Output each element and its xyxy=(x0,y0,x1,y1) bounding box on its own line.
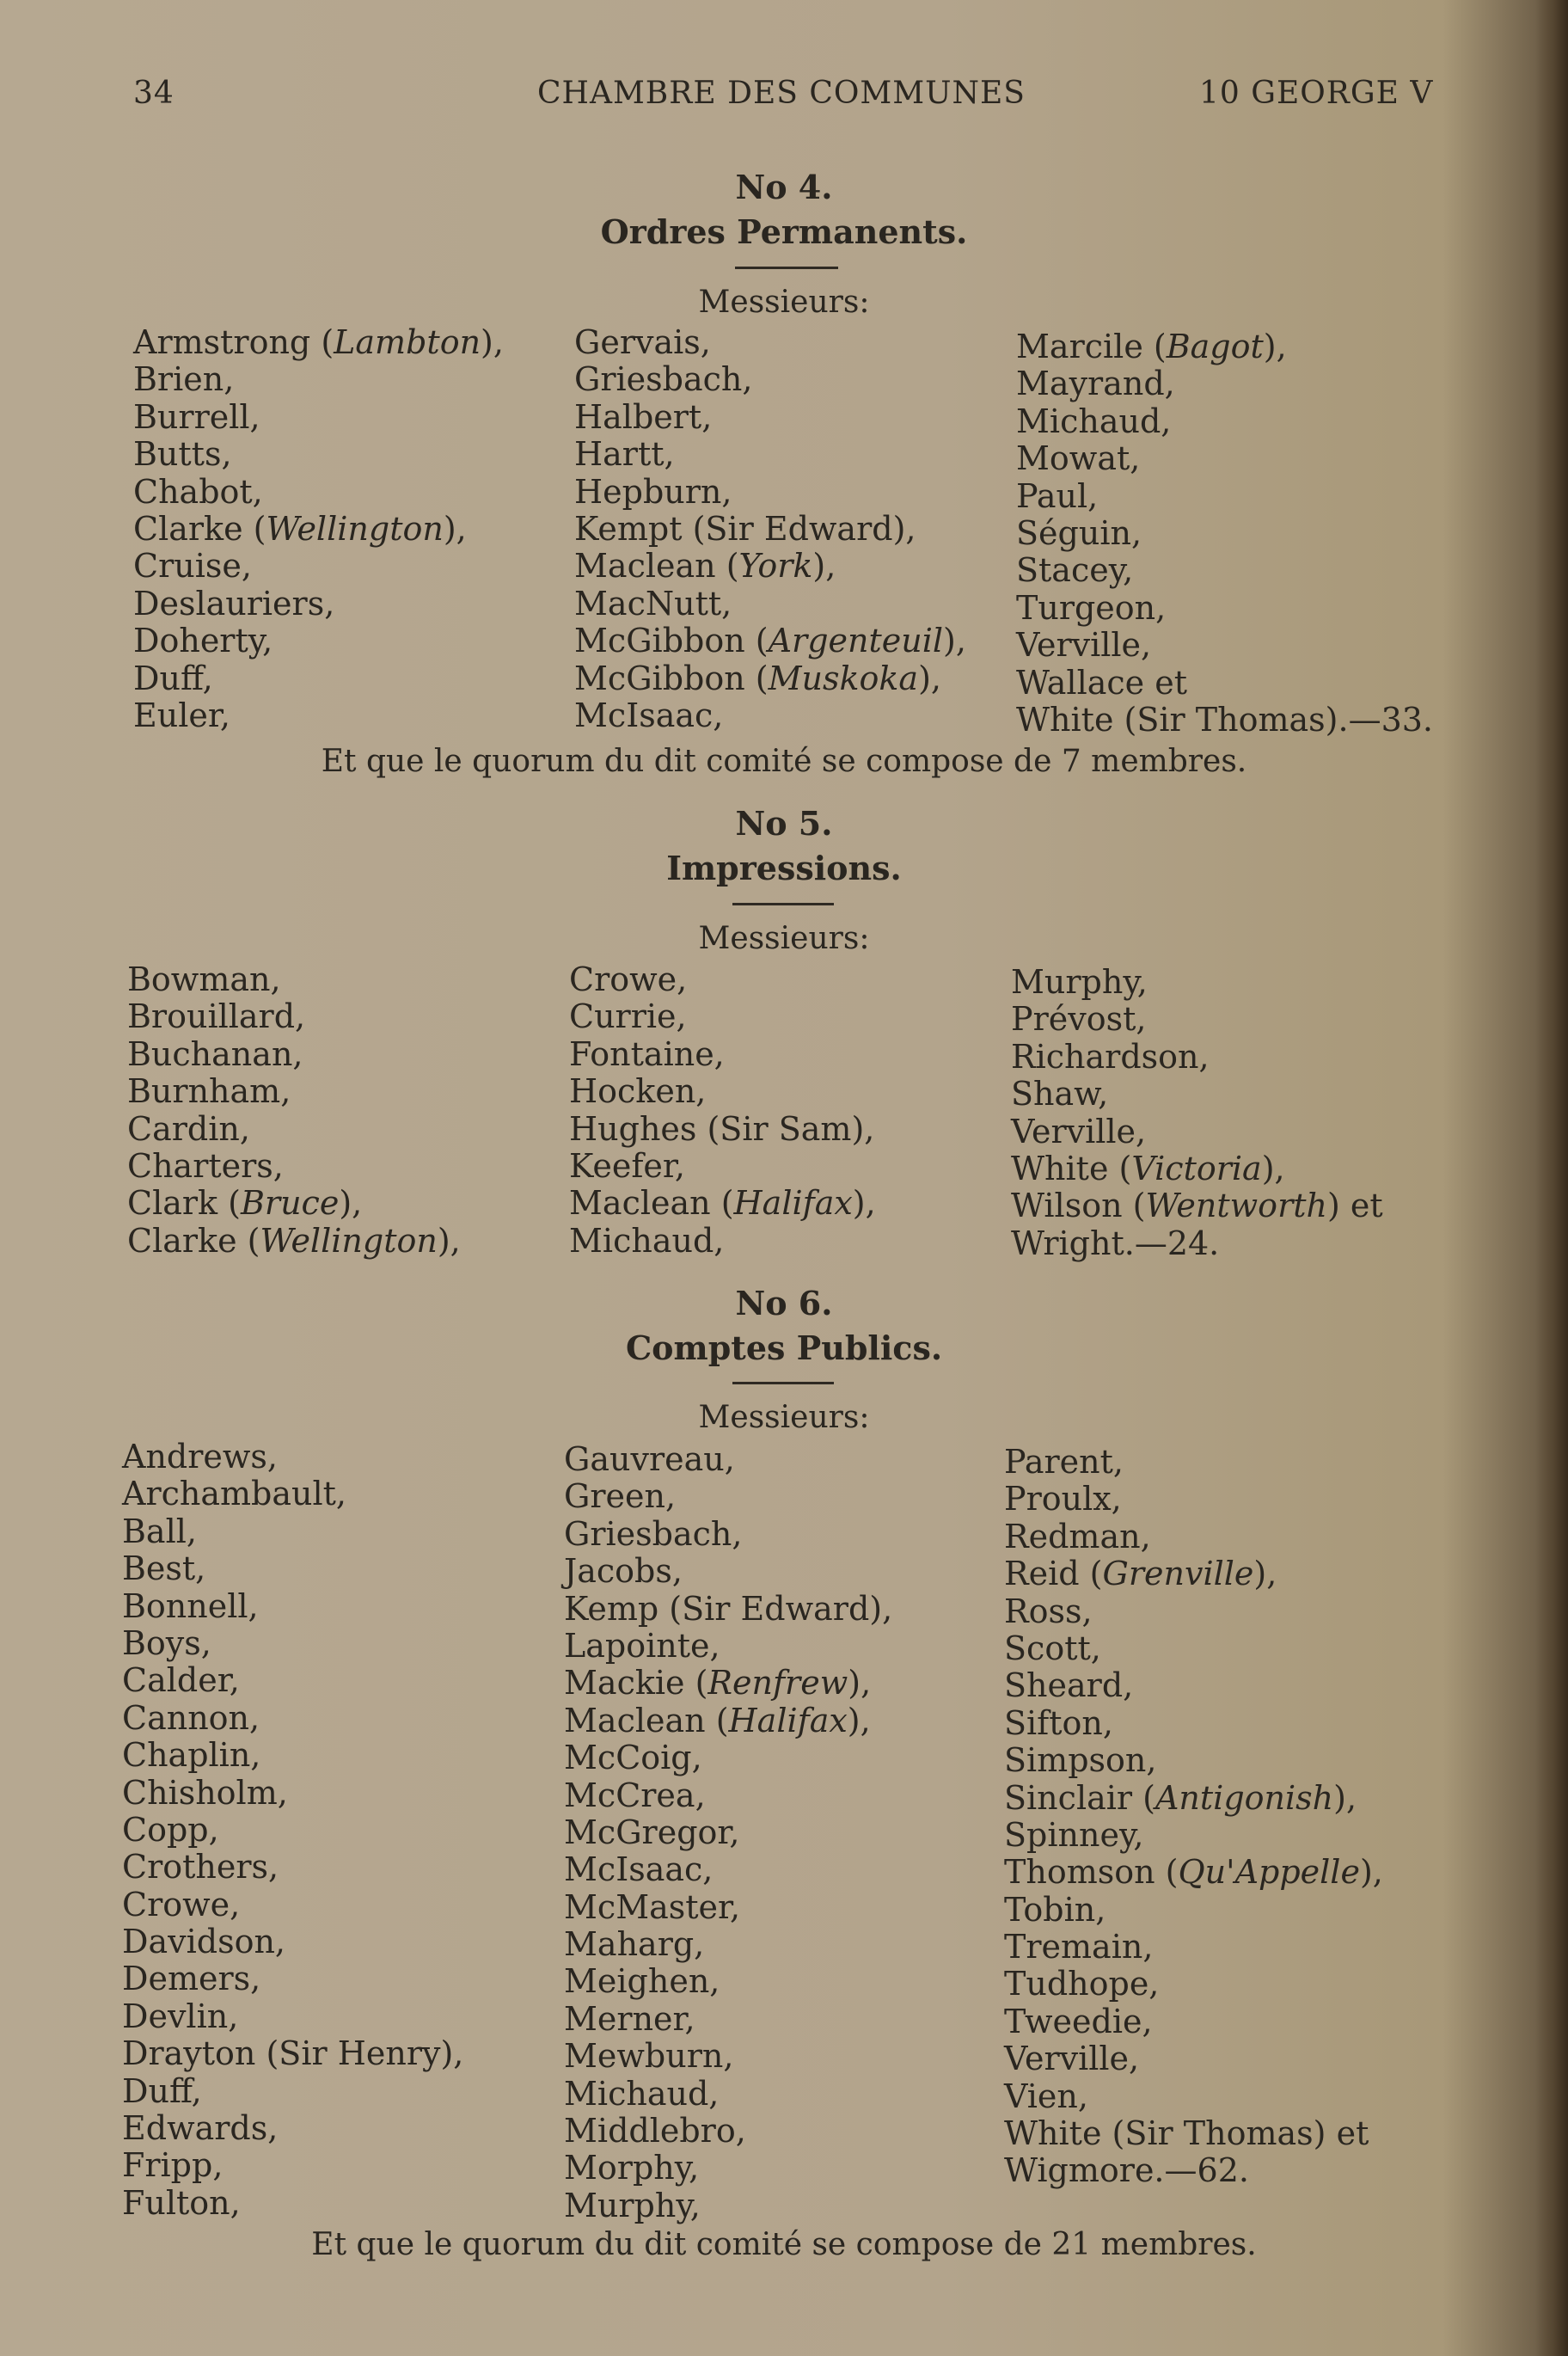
member-name: Redman, xyxy=(1004,1517,1151,1555)
member-name: Wright.—24. xyxy=(1011,1224,1220,1262)
page-number: 34 xyxy=(133,76,175,111)
section-rule xyxy=(735,267,838,269)
member-name: Clark (Bruce), xyxy=(127,1184,363,1223)
member-name: Murphy, xyxy=(1011,963,1148,1001)
member-name: Drayton (Sir Henry), xyxy=(122,2034,464,2073)
member-name: Michaud, xyxy=(564,2074,720,2113)
member-name: Verville, xyxy=(1011,1112,1147,1150)
member-name: Hughes (Sir Sam), xyxy=(569,1109,875,1148)
member-name: Chaplin, xyxy=(122,1736,261,1775)
member-name: Deslauriers, xyxy=(133,584,335,623)
member-name: Crowe, xyxy=(569,960,688,998)
member-name: Charters, xyxy=(127,1146,284,1185)
section-title: Impressions. xyxy=(666,849,902,887)
quorum-note: Et que le quorum du dit comité se compose de 7 membres. xyxy=(321,744,1247,779)
member-name: Cannon, xyxy=(122,1698,260,1737)
section-rule xyxy=(732,903,834,905)
member-name: Edwards, xyxy=(122,2109,279,2148)
member-name: Wigmore.—62. xyxy=(1004,2151,1249,2190)
member-column-1 xyxy=(127,961,461,1260)
member-name: McGregor, xyxy=(564,1813,740,1851)
member-name: Parent, xyxy=(1004,1443,1124,1481)
member-name: Tudhope, xyxy=(1004,1965,1160,2003)
member-name: Clarke (Wellington), xyxy=(133,509,467,548)
member-name: Turgeon, xyxy=(1016,588,1167,627)
member-name: Merner, xyxy=(564,1999,695,2038)
member-name: Kempt (Sir Edward), xyxy=(574,509,916,548)
member-name: Chisholm, xyxy=(122,1773,288,1812)
member-name: McCrea, xyxy=(564,1776,706,1814)
member-name: Ball, xyxy=(122,1512,197,1550)
section-number: No 4. xyxy=(735,168,833,206)
member-name: Burrell, xyxy=(133,397,260,436)
member-column-1 xyxy=(122,1439,463,2222)
member-name: Mayrand, xyxy=(1016,365,1175,403)
member-name: Maclean (York), xyxy=(574,547,836,586)
member-name: Andrews, xyxy=(122,1438,279,1476)
member-name: Michaud, xyxy=(1016,402,1172,440)
member-name: Wallace et xyxy=(1016,663,1187,702)
member-name: Currie, xyxy=(569,997,687,1036)
member-name: Thomson (Qu'Appelle), xyxy=(1004,1853,1383,1892)
member-name: Ross, xyxy=(1004,1592,1093,1630)
member-name: Cruise, xyxy=(133,547,252,586)
member-name: Hartt, xyxy=(574,435,675,474)
member-name: Crowe, xyxy=(122,1885,241,1923)
member-column-1 xyxy=(133,324,504,734)
member-name: Morphy, xyxy=(564,2149,700,2187)
member-name: Shaw, xyxy=(1011,1075,1109,1114)
section-title: Comptes Publics. xyxy=(625,1328,943,1367)
member-name: Griesbach, xyxy=(574,360,753,399)
member-name: Keefer, xyxy=(569,1146,685,1185)
section-number: No 5. xyxy=(735,804,833,843)
member-name: Devlin, xyxy=(122,1997,239,2035)
member-name: Jacobs, xyxy=(564,1552,683,1591)
salutation: Messieurs: xyxy=(698,921,870,956)
member-name: Gauvreau, xyxy=(564,1440,735,1478)
member-name: McGibbon (Muskoka), xyxy=(574,659,942,697)
page-binding-edge xyxy=(1535,0,1568,2356)
member-name: Cardin, xyxy=(127,1109,250,1148)
member-name: Maclean (Halifax), xyxy=(569,1184,876,1223)
member-name: Mowat, xyxy=(1016,439,1141,478)
member-name: White (Victoria), xyxy=(1011,1149,1285,1187)
member-name: Maharg, xyxy=(564,1925,705,1964)
member-name: Séguin, xyxy=(1016,513,1142,552)
member-name: Euler, xyxy=(133,696,230,734)
member-name: Demers, xyxy=(122,1960,261,1998)
member-name: Brien, xyxy=(133,360,235,399)
member-name: McIsaac, xyxy=(574,696,724,734)
member-name: Clarke (Wellington), xyxy=(127,1221,461,1260)
member-name: Tobin, xyxy=(1004,1890,1106,1929)
member-name: Griesbach, xyxy=(564,1514,743,1553)
member-name: Middlebro, xyxy=(564,2112,746,2150)
member-name: Spinney, xyxy=(1004,1815,1144,1854)
member-name: Stacey, xyxy=(1016,551,1134,590)
member-name: Best, xyxy=(122,1549,206,1588)
member-column-3 xyxy=(1004,1444,1383,2190)
member-name: Bowman, xyxy=(127,960,281,998)
member-name: Prévost, xyxy=(1011,1000,1147,1039)
member-name: Murphy, xyxy=(564,2186,701,2224)
member-name: Gervais, xyxy=(574,323,711,361)
member-name: Wilson (Wentworth) et xyxy=(1011,1187,1383,1225)
member-column-3 xyxy=(1011,964,1383,1262)
member-name: Crothers, xyxy=(122,1848,279,1887)
member-name: Scott, xyxy=(1004,1629,1101,1667)
member-column-2 xyxy=(574,324,966,734)
member-name: Hepburn, xyxy=(574,472,732,511)
member-name: McCoig, xyxy=(564,1739,702,1777)
member-name: Marcile (Bagot), xyxy=(1016,328,1287,365)
section-title: Ordres Permanents. xyxy=(600,212,968,251)
member-name: Sheard, xyxy=(1004,1666,1134,1705)
section-number: No 6. xyxy=(735,1284,833,1322)
member-name: Lapointe, xyxy=(564,1626,720,1665)
member-name: Tremain, xyxy=(1004,1928,1154,1966)
member-name: MacNutt, xyxy=(574,584,732,623)
member-name: McGibbon (Argenteuil), xyxy=(574,622,966,660)
member-name: Maclean (Halifax), xyxy=(564,1701,871,1739)
member-column-3 xyxy=(1016,328,1433,739)
section-rule xyxy=(732,1382,834,1384)
member-name: Green, xyxy=(564,1477,677,1516)
member-name: Meighen, xyxy=(564,1962,720,2001)
member-name: Hocken, xyxy=(569,1072,707,1111)
member-name: Vien, xyxy=(1004,2077,1088,2115)
member-name: McIsaac, xyxy=(564,1850,714,1889)
member-name: Sinclair (Antigonish), xyxy=(1004,1778,1357,1817)
member-name: Fontaine, xyxy=(569,1034,725,1073)
member-name: Buchanan, xyxy=(127,1034,303,1073)
member-name: Verville, xyxy=(1004,2040,1140,2078)
member-name: Tweedie, xyxy=(1004,2002,1153,2040)
member-name: Mackie (Renfrew), xyxy=(564,1664,872,1703)
member-name: Richardson, xyxy=(1011,1037,1210,1076)
member-name: Bonnell, xyxy=(122,1586,259,1625)
member-name: Proulx, xyxy=(1004,1480,1122,1519)
member-name: Burnham, xyxy=(127,1072,291,1111)
salutation: Messieurs: xyxy=(698,1400,870,1435)
running-title: CHAMBRE DES COMMUNES xyxy=(537,76,1026,111)
salutation: Messieurs: xyxy=(698,285,870,320)
member-name: Mewburn, xyxy=(564,2037,734,2076)
member-name: Paul, xyxy=(1016,476,1099,515)
member-name: Fulton, xyxy=(122,2183,241,2222)
member-name: Reid (Grenville), xyxy=(1004,1555,1277,1593)
member-name: Sifton, xyxy=(1004,1703,1113,1742)
member-column-2 xyxy=(569,961,876,1260)
member-name: Calder, xyxy=(122,1661,240,1700)
member-column-2 xyxy=(564,1441,892,2224)
member-name: Duff, xyxy=(122,2071,202,2110)
member-name: Duff, xyxy=(133,659,213,697)
member-name: Simpson, xyxy=(1004,1741,1157,1780)
member-name: White (Sir Thomas).—33. xyxy=(1016,700,1434,739)
quorum-note: Et que le quorum du dit comité se compose de 21 membres. xyxy=(311,2227,1257,2262)
member-name: Butts, xyxy=(133,435,232,474)
member-name: Chabot, xyxy=(133,472,263,511)
member-name: Archambault, xyxy=(122,1475,347,1513)
member-name: Boys, xyxy=(122,1623,211,1662)
reign-marker: 10 GEORGE V xyxy=(1199,76,1434,111)
member-name: McMaster, xyxy=(564,1887,741,1926)
member-name: Brouillard, xyxy=(127,997,306,1036)
member-name: Armstrong (Lambton), xyxy=(133,323,504,361)
member-name: White (Sir Thomas) et xyxy=(1004,2114,1369,2153)
member-name: Verville, xyxy=(1016,626,1152,665)
member-name: Halbert, xyxy=(574,397,713,436)
member-name: Copp, xyxy=(122,1810,219,1849)
member-name: Davidson, xyxy=(122,1923,285,1961)
member-name: Michaud, xyxy=(569,1221,725,1260)
member-name: Kemp (Sir Edward), xyxy=(564,1589,893,1628)
member-name: Fripp, xyxy=(122,2146,224,2185)
member-name: Doherty, xyxy=(133,622,273,660)
